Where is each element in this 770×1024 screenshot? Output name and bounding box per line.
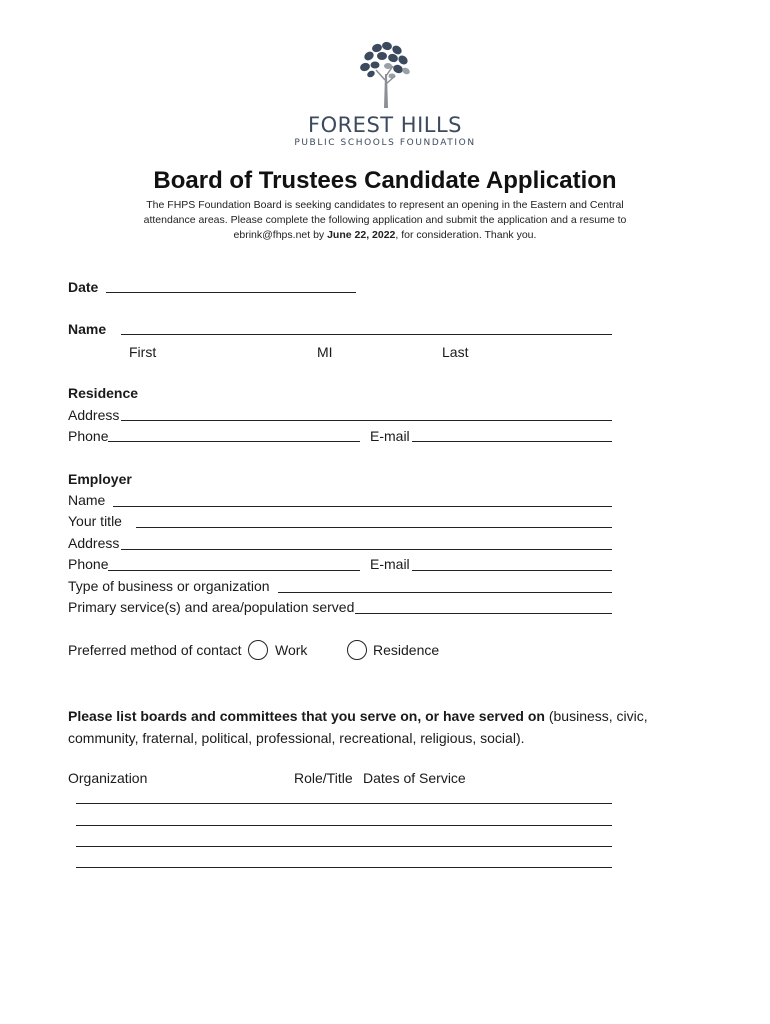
primary-service-input[interactable] [355, 596, 612, 614]
intro-email-text: ebrink@fhps.net by [233, 229, 328, 241]
name-last-caption: Last [442, 344, 469, 360]
employer-title-label: Your title [68, 513, 122, 529]
board-row-input[interactable] [76, 786, 612, 804]
residence-email-label: E-mail [370, 428, 410, 444]
date-input[interactable] [106, 275, 356, 293]
employer-phone-input[interactable] [108, 553, 360, 571]
employer-name-label: Name [68, 492, 106, 508]
col-dates-of-service: Dates of Service [363, 770, 466, 786]
intro-line-2: attendance areas. Please complete the following application and submit the application and a resume to [143, 214, 627, 226]
residence-address-label: Address [68, 407, 120, 423]
residence-heading: Residence [68, 385, 139, 401]
boards-heading-bold: Please list boards and committees that you serve on, or have served on [68, 708, 545, 724]
residence-email-input[interactable] [412, 424, 612, 442]
board-row-input[interactable] [76, 829, 612, 847]
contact-method-label: Preferred method of contact [68, 642, 242, 658]
business-type-label: Type of business or organization [68, 578, 270, 594]
intro-line-3 [0, 229, 770, 241]
boards-heading [68, 705, 688, 749]
col-organization: Organization [68, 770, 148, 786]
contact-work-label: Work [275, 642, 308, 658]
residence-phone-input[interactable] [108, 424, 360, 442]
name-input[interactable] [121, 317, 612, 335]
date-label: Date [68, 279, 99, 295]
name-first-caption: First [129, 344, 157, 360]
board-row-input[interactable] [76, 808, 612, 826]
residence-phone-label: Phone [68, 428, 109, 444]
boards-heading-rest: (business, civic, community, fraternal, political, professional, recreational, religious, social). [68, 708, 648, 746]
page-title: Board of Trustees Candidate Application [153, 167, 617, 194]
col-role-title: Role/Title [294, 770, 353, 786]
employer-phone-label: Phone [68, 556, 109, 572]
intro-suffix: , for consideration. Thank you. [395, 229, 537, 241]
employer-address-input[interactable] [121, 532, 612, 550]
employer-email-label: E-mail [370, 556, 410, 572]
contact-residence-label: Residence [373, 642, 440, 658]
residence-address-input[interactable] [121, 403, 612, 421]
intro-deadline: June 22, 2022 [327, 229, 396, 241]
org-subtitle: PUBLIC SCHOOLS FOUNDATION [294, 138, 476, 148]
employer-heading: Employer [68, 471, 132, 487]
name-label: Name [68, 321, 107, 337]
employer-name-input[interactable] [113, 489, 612, 507]
tree-icon [340, 40, 430, 110]
contact-residence-radio[interactable] [347, 640, 367, 660]
name-mi-caption: MI [317, 344, 333, 360]
business-type-input[interactable] [278, 575, 612, 593]
employer-email-input[interactable] [412, 553, 612, 571]
primary-service-label: Primary service(s) and area/population served [68, 599, 355, 615]
employer-title-input[interactable] [136, 510, 612, 528]
contact-work-radio[interactable] [248, 640, 268, 660]
board-row-input[interactable] [76, 850, 612, 868]
org-name: FOREST HILLS [307, 113, 462, 137]
employer-address-label: Address [68, 535, 120, 551]
intro-line-1: The FHPS Foundation Board is seeking candidates to represent an opening in the Eastern and Central [146, 199, 624, 211]
